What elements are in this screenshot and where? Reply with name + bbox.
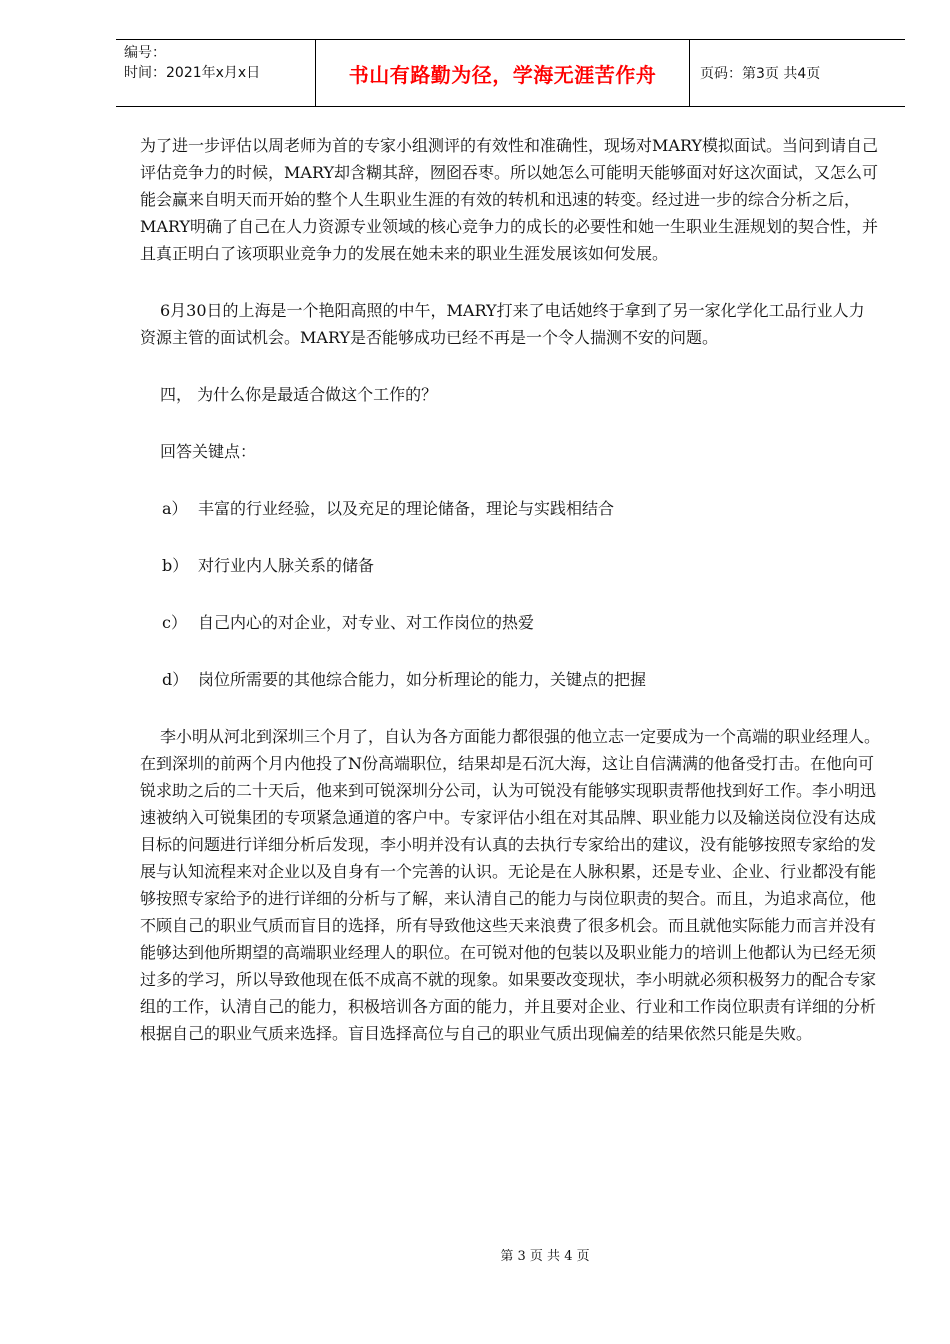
paragraph-mary-outcome: 6月30日的上海是一个艳阳高照的中午，MARY打来了电话她终于拿到了另一家化学化工品行业人力资源主管的面试机会。MARY是否能够成功已经不再是一个令人揣测不安的问题。: [140, 301, 865, 347]
list-item-label: b）: [162, 556, 189, 575]
answer-intro: 回答关键点：: [160, 442, 257, 461]
page-header: [116, 39, 905, 107]
list-item-label: a）: [162, 499, 188, 518]
list-item-label: c）: [162, 613, 187, 632]
paragraph-mary-interview: 为了进一步评估以周老师为首的专家小组测评的有效性和准确性，现场对MARY模拟面试。当问到请自己评估竞争力的时候，MARY却含糊其辞，囫囵吞枣。所以她怎么可能明天能够面对好这次面试，又怎么可能会赢来自明天而开始的整个人生职业生涯的有效的转机和迅速的转变。经过进一步的综合分析之后，MARY明确了自己在人力资源专业领域的核心竞争力的成长的必要性和她一生职业生涯规划的契合性，并且真正明白了该项职业竞争力的发展在她未来的职业生涯发展该如何发展。: [140, 136, 879, 263]
paragraph-li-xiaoming-case: 李小明从河北到深圳三个月了，自认为各方面能力都很强的他立志一定要成为一个高端的职业经理人。在到深圳的前两个月内他投了N份高端职位，结果却是石沉大海，这让自信满满的他备受打击。在他向可锐求助之后的二十天后，他来到可锐深圳分公司，认为可锐没有能够实现职责帮他找到好工作。李小明迅速被纳入可锐集团的专项紧急通道的客户中。专家评估小组在对其品牌、职业能力以及输送岗位没有达成目标的问题进行详细分析后发现，李小明并没有认真的去执行专家给出的建议，没有能够按照专家给的发展与认知流程来对企业以及自身有一个完善的认识。无论是在人脉积累，还是专业、企业、行业都没有能够按照专家给予的进行详细的分析与了解，来认清自己的能力与岗位职责的契合。而且，为追求高位，他不顾自己的职业气质而盲目的选择，所有导致他这些天来浪费了很多机会。而且就他实际能力而言并没有能够达到他所期望的高端职业经理人的职位。在可锐对他的包装以及职业能力的培训上他都认为已经无须过多的学习，所以导致他现在低不成高不就的现象。如果要改变现状，李小明就必须积极努力的配合专家组的工作，认清自己的能力，积极培训各方面的能力，并且要对企业、行业和工作岗位职责有详细的分析根据自己的职业气质来选择。盲目选择高位与自己的职业气质出现偏差的结果依然只能是失败。: [140, 727, 881, 1043]
document-body: [140, 132, 880, 1077]
list-item: [140, 666, 880, 693]
question-heading: 四， 为什么你是最适合做这个工作的？: [160, 385, 438, 404]
list-item-text: 丰富的行业经验，以及充足的理论储备，理论与实践相结合: [198, 499, 615, 518]
header-meta: [116, 40, 316, 106]
document-id-label: 编号：: [124, 45, 166, 61]
list-item: [140, 552, 880, 579]
header-page-number: 页码：第3页 共4页: [700, 66, 821, 82]
list-item-text: 自己内心的对企业，对专业、对工作岗位的热爱: [198, 613, 535, 632]
list-item-text: 对行业内人脉关系的储备: [198, 556, 375, 575]
list-item: [140, 495, 880, 522]
header-motto: 书山有路勤为径，学海无涯苦作舟: [316, 40, 690, 106]
list-item-label: d）: [162, 670, 189, 689]
page-footer: 第 3 页 共 4 页: [500, 1249, 590, 1264]
list-item-text: 岗位所需要的其他综合能力，如分析理论的能力，关键点的把握: [198, 670, 647, 689]
document-time-label: 时间：2021年x月x日: [124, 65, 261, 81]
list-item: [140, 609, 880, 636]
